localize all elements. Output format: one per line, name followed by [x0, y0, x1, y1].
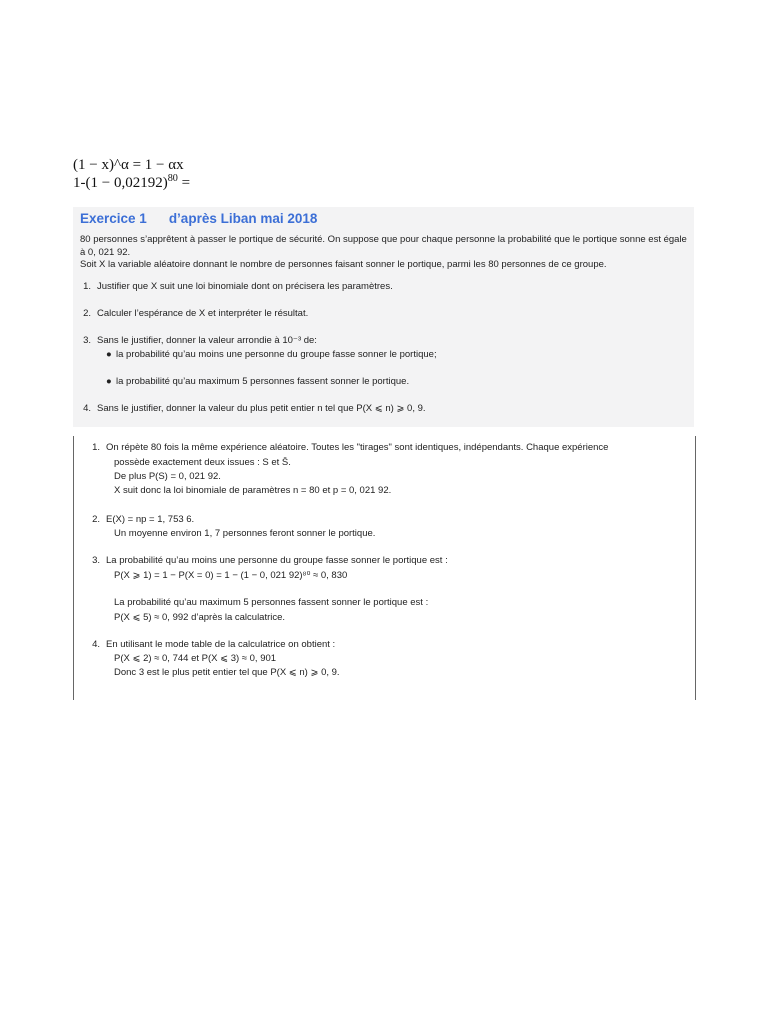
answer-2-line-2: Un moyenne environ 1, 7 personnes feront sonner le portique. — [114, 528, 376, 539]
exercise-source: d’après Liban mai 2018 — [168, 211, 318, 226]
question-text: Calculer l’espérance de X et interpréter le résultat. — [97, 308, 309, 319]
answer-3-line-4: P(X ⩽ 5) ≈ 0, 992 d’après la calculatrice. — [114, 612, 286, 623]
answer-2-line-1 — [82, 514, 194, 527]
question-2 — [73, 308, 308, 321]
answer-text: E(X) = np = 1, 753 6. — [106, 514, 195, 525]
answer-text: On répète 80 fois la même expérience aléatoire. Toutes les "tirages" sont identiques, indépendants. Chaque expérience — [106, 442, 609, 453]
answer-3-line-3: La probabilité qu’au maximum 5 personnes fassent sonner le portique est : — [114, 597, 429, 608]
answer-4-line-1 — [82, 639, 335, 652]
solution-panel — [73, 436, 696, 700]
formula-line-2-prefix: 1-(1 − 0,02192) — [73, 175, 168, 191]
bullet-text: la probabilité qu’au maximum 5 personnes fassent sonner le portique. — [116, 376, 410, 387]
question-3-bullet-b — [106, 376, 409, 389]
answer-3-line-1 — [82, 555, 448, 568]
question-text: Sans le justifier, donner la valeur arrondie à 10⁻³ de: — [97, 335, 317, 346]
answer-text: La probabilité qu’au moins une personne du groupe fasse sonner le portique est : — [106, 555, 448, 566]
answer-3-line-2: P(X ⩾ 1) = 1 − P(X = 0) = 1 − (1 − 0, 021 92)⁸⁰ ≈ 0, 830 — [114, 570, 348, 581]
exercise-intro-line-1: 80 personnes s’apprêtent à passer le portique de sécurité. On suppose que pour chaque personne la probabilité que le portique sonne est égale à 0, 021 92. — [80, 234, 687, 258]
exercise-intro-line-2: Soit X la variable aléatoire donnant le nombre de personnes faisant sonner le portique, parmi les 80 personnes de ce groupe. — [80, 259, 607, 271]
bullet-icon: ● — [106, 349, 112, 360]
question-number: 4. — [83, 403, 91, 414]
question-4 — [73, 403, 426, 416]
answer-1-line-4: X suit donc la loi binomiale de paramètres n = 80 et p = 0, 021 92. — [114, 485, 392, 496]
exercise-intro — [80, 234, 692, 272]
answer-number: 3. — [92, 555, 100, 566]
question-number: 2. — [83, 308, 91, 319]
bullet-text: la probabilité qu’au moins une personne du groupe fasse sonner le portique; — [116, 349, 437, 360]
answer-number: 1. — [92, 442, 100, 453]
question-3 — [73, 335, 317, 348]
formula-line-2 — [73, 174, 190, 192]
answer-number: 2. — [92, 514, 100, 525]
question-number: 3. — [83, 335, 91, 346]
answer-1-line-3: De plus P(S) = 0, 021 92. — [114, 471, 221, 482]
exercise-number: Exercice 1 — [80, 211, 147, 226]
answer-1-line-2: possède exactement deux issues : S et S̄. — [114, 457, 291, 468]
exercise-panel — [73, 207, 694, 427]
question-text: Sans le justifier, donner la valeur du plus petit entier n tel que P(X ⩽ n) ⩾ 0, 9. — [97, 403, 426, 414]
answer-4-line-2: P(X ⩽ 2) ≈ 0, 744 et P(X ⩽ 3) ≈ 0, 901 — [114, 653, 277, 664]
formula-line-2-exponent: 80 — [167, 173, 178, 184]
question-3-bullet-a — [106, 349, 437, 362]
answer-text: En utilisant le mode table de la calculatrice on obtient : — [106, 639, 336, 650]
answer-1-line-1 — [82, 442, 608, 455]
answer-4-line-3: Donc 3 est le plus petit entier tel que P(X ⩽ n) ⩾ 0, 9. — [114, 667, 340, 678]
question-1 — [73, 281, 393, 294]
formula-block — [73, 156, 190, 192]
formula-line-2-suffix: = — [177, 175, 191, 191]
formula-line-1: (1 − x)^α = 1 − αx — [73, 157, 184, 173]
answer-number: 4. — [92, 639, 100, 650]
question-text: Justifier que X suit une loi binomiale dont on précisera les paramètres. — [97, 281, 393, 292]
question-number: 1. — [83, 281, 91, 292]
bullet-icon: ● — [106, 376, 112, 387]
exercise-title — [80, 211, 317, 226]
